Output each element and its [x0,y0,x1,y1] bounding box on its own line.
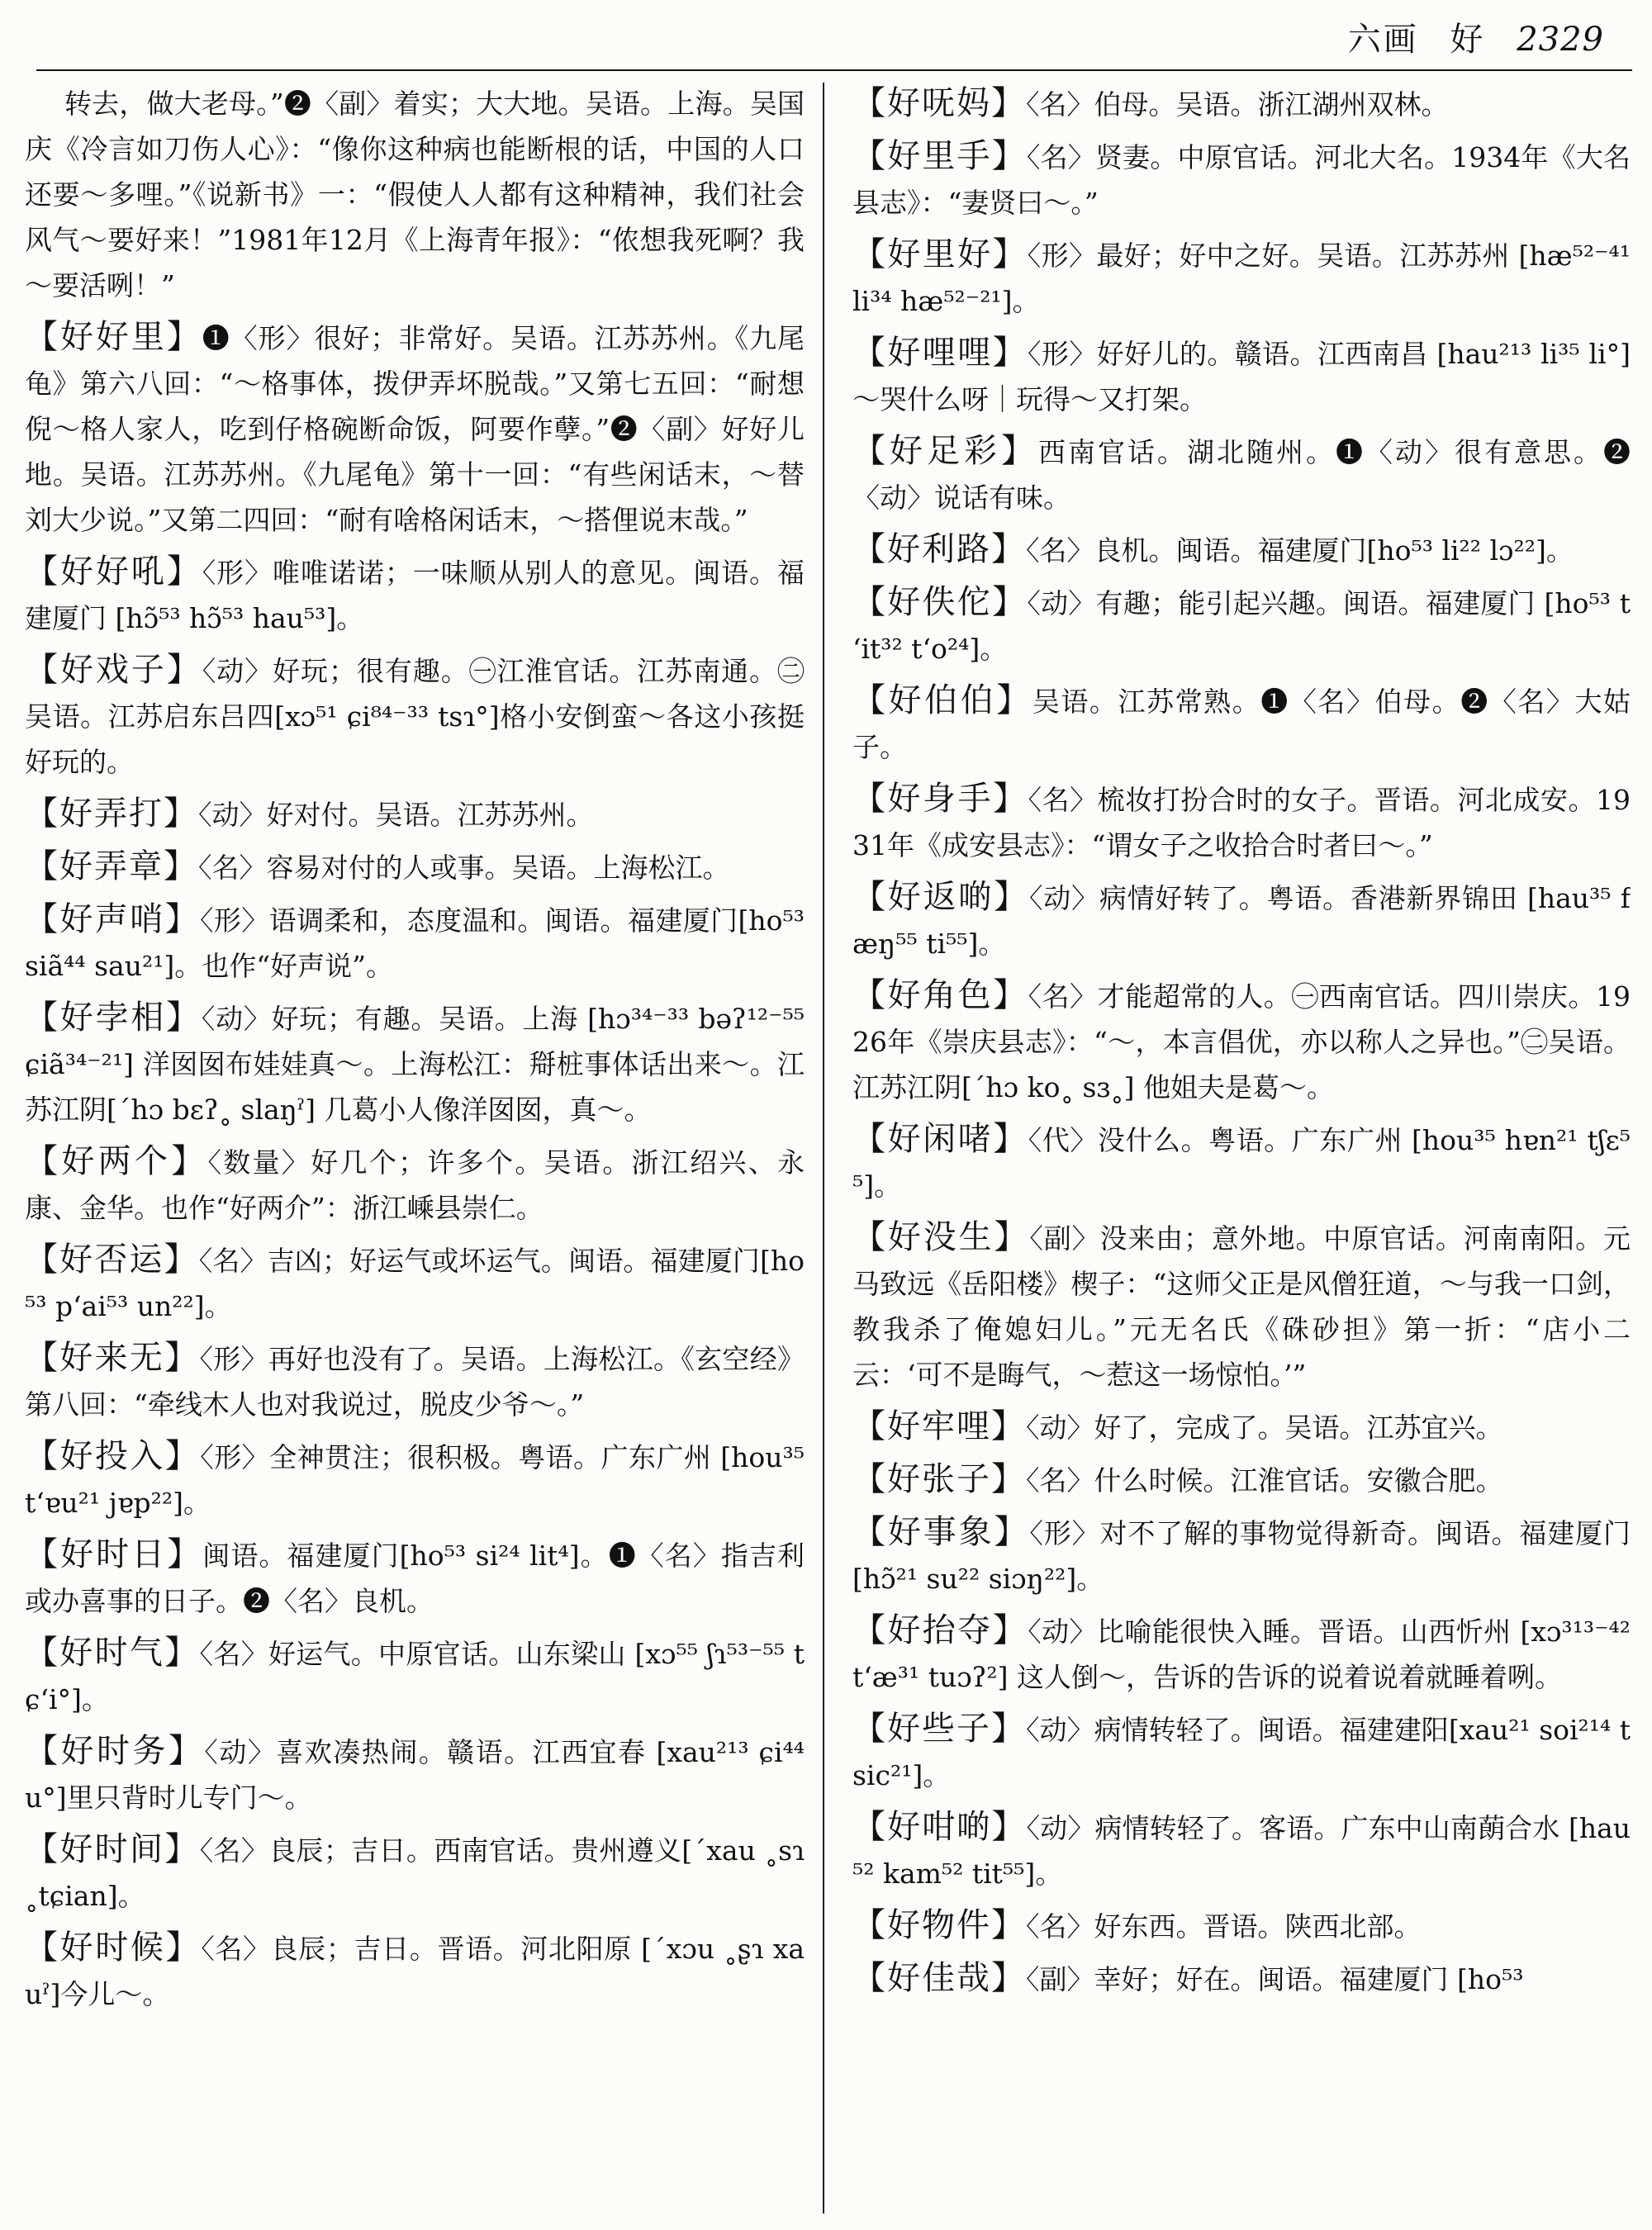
entry-headword: 【 好事象 】 [852,1513,1029,1551]
entry-headword: 【 好利路 】 [852,530,1026,568]
entry-definition: 〈形〉语调柔和，态度温和。闽语。福建厦门[ho⁵³ siã⁴⁴ sau²¹]。也作“好声说”。 [25,904,805,982]
entry-definition: 西南官话。湖北随州。❶〈动〉很有意思。❷〈动〉说话有味。 [852,436,1631,514]
header-rule [36,69,1632,71]
entry-definition: 〈名〉容易对付的人或事。吴语。上海松江。 [198,852,730,884]
dictionary-entry [852,1215,1631,1397]
entry-headword: 【 好时日 】 [25,1535,202,1573]
dictionary-entry [852,580,1631,671]
entry-headword: 【 好没生 】 [852,1218,1029,1256]
entry-definition: 〈名〉良辰；吉日。西南官话。贵州遵义[ˊxau ˳sɿ ˳tɕian]。 [25,1834,805,1912]
entry-definition: 〈名〉伯母。吴语。浙江湖州双林。 [1026,88,1449,121]
entry-headword: 【 好里好 】 [852,235,1028,273]
dictionary-entry [852,1117,1631,1208]
entry-headword: 【 好咁啲 】 [852,1808,1027,1846]
entry-headword: 【 好张子 】 [852,1460,1026,1498]
right-column [852,81,1631,2220]
entry-headword: 【 好来无 】 [25,1339,199,1377]
entry-headword: 【 好戏子 】 [25,651,202,689]
entry-definition: 〈形〉全神贯注；很积极。粤语。广东广州 [hou³⁵ tʻɐu²¹ jɐp²²]。 [25,1441,805,1519]
entry-definition: 〈形〉好好儿的。赣语。江西南昌 [hau²¹³ li³⁵ li°]～哭什么呀｜玩得～又打架。 [852,338,1631,415]
dictionary-entry [852,134,1631,225]
entry-headword: 【 好些子 】 [852,1710,1026,1748]
entry-definition: 〈名〉贤妻。中原官话。河北大名。1934年《大名县志》：“妻贤曰～。” [852,141,1631,219]
entry-headword: 【 好身手 】 [852,780,1028,818]
entry-definition: 〈动〉病情转轻了。闽语。福建建阳[xau²¹ soi²¹⁴ tsic²¹]。 [852,1714,1631,1791]
dictionary-entry [852,973,1631,1110]
section-label: 六画 [1347,21,1419,59]
page-number: 2329 [1517,21,1604,59]
entry-definition: 〈动〉有趣；能引起兴趣。闽语。福建厦门 [ho⁵³ tʻit³² tʻo²⁴]。 [852,587,1631,665]
dictionary-entry [852,1903,1631,1949]
entry-definition: 〈名〉好运气。中原官话。山东梁山 [xɔ⁵⁵ ʃɿ⁵³⁻⁵⁵ tɕʻi°]。 [25,1638,805,1715]
entry-headword: 【 好弄章 】 [25,847,198,885]
dictionary-entry [25,1336,805,1427]
entry-definition: 〈形〉最好；好中之好。吴语。江苏苏州 [hæ⁵²⁻⁴¹ li³⁴ hæ⁵²⁻²¹]。 [852,240,1631,317]
dictionary-entry [852,232,1631,324]
dictionary-entry [25,791,805,837]
entry-definition: 〈动〉喜欢凑热闹。赣语。江西宜春 [xau²¹³ ɕi⁴⁴ u°]里只背时儿专门～。 [25,1736,805,1814]
dictionary-entry [25,844,805,890]
entry-headword: 【 好足彩 】 [852,432,1038,470]
entry-definition: 〈副〉没来由；意外地。中原官话。河南南阳。元马致远《岳阳楼》楔子：“这师父正是风僧狂道，～与我一口剑，教我杀了俺媳妇儿。”元无名氏《硃砂担》第一折：“店小二云：‘可不是晦气，～惹这一场惊怕。’” [852,1222,1631,1391]
dictionary-entry [852,1510,1631,1601]
page-header [0,0,1652,71]
head-character: 好 [1450,21,1486,59]
entry-headword: 【 好时间 】 [25,1830,200,1868]
running-head [1330,20,1604,59]
dictionary-entry [852,1805,1631,1896]
entry-definition: 〈动〉好玩；有趣。吴语。上海 [hɔ³⁴⁻³³ bəʔ¹²⁻⁵⁵ ɕiã³⁴⁻²¹] 洋囡囡布娃娃真～。上海松江：搿桩事体话出来～。江苏江阴[ˊhɔ bɛʔ˳ slaŋˀ] 几葛小人像洋囡囡，真～。 [25,1003,805,1126]
entry-definition: 〈形〉对不了解的事物觉得新奇。闽语。福建厦门 [hɔ̃²¹ su²² siɔŋ²²]。 [852,1517,1631,1595]
entry-headword: 【 好抬夺 】 [852,1611,1028,1649]
dictionary-entry [25,897,805,989]
entry-headword: 【 好声哨 】 [25,900,200,938]
entry-definition: 闽语。福建厦门[ho⁵³ si²⁴ lit⁴]。❶〈名〉指吉利或办喜事的日子。❷〈名〉良机。 [25,1540,805,1617]
entry-definition: 〈名〉好东西。晋语。陕西北部。 [1026,1910,1422,1943]
entry-headword: 【 好投入 】 [25,1437,200,1475]
entry-definition: 〈副〉幸好；好在。闽语。福建厦门 [ho⁵³ [1026,1963,1524,1995]
entry-definition: 〈名〉良机。闽语。福建厦门[ho⁵³ li²² lɔ²²]。 [1026,534,1574,567]
entry-definition: 〈名〉才能超常的人。㊀西南官话。四川崇庆。1926年《崇庆县志》：“～，本言倡优，亦以称人之异也。”㊁吴语。江苏江阴[ˊhɔ ko˳ sɜ˳] 他姐夫是葛～。 [852,980,1631,1103]
dictionary-entry [25,81,805,308]
entry-definition: 〈动〉好对付。吴语。江苏苏州。 [198,799,594,831]
dictionary-entry [25,1237,805,1329]
dictionary-entry [25,1925,805,2017]
entry-definition: 〈动〉好玩；很有趣。㊀江淮官话。江苏南通。㊁吴语。江苏启东吕四[xɔ⁵¹ ɕi⁸⁴⁻³³ tsɿ°]格小安倒蛮～各这小孩挺好玩的。 [25,655,805,778]
entry-definition: 〈形〉再好也没有了。吴语。上海松江。《玄空经》第八回：“牵线木人也对我说过，脱皮少爷～。” [25,1343,805,1421]
entry-headword: 【 好哩哩 】 [852,334,1028,372]
dictionary-entry [852,776,1631,868]
dictionary-entry [852,81,1631,127]
dictionary-entry [25,1827,805,1919]
entry-headword: 【 好孛相 】 [25,999,202,1037]
entry-headword: 【 好里手 】 [852,137,1027,175]
entry-definition: 〈代〉没什么。粤语。广东广州 [hou³⁵ hɐn²¹ tʃɛ⁵⁵]。 [852,1124,1631,1202]
dictionary-entry [25,1630,805,1722]
entry-definition: 〈数量〉好几个；许多个。吴语。浙江绍兴、永康、金华。也作“好两介”：浙江嵊县崇仁。 [25,1146,805,1224]
dictionary-entry [852,330,1631,422]
dictionary-entry [852,875,1631,966]
entry-headword: 【 好呒妈 】 [852,84,1026,122]
entry-headword: 【 好时候 】 [25,1929,201,1967]
dictionary-entry [852,1956,1631,2002]
entry-headword: 【 好时气 】 [25,1634,199,1672]
dictionary-entry [852,678,1631,770]
entry-headword: 【 好佳哉 】 [852,1959,1026,1997]
entry-definition: 〈名〉良辰；吉日。晋语。河北阳原 [ˊxɔu ˳ʂɿ xauˀ]今儿～。 [25,1933,805,2010]
entry-definition: 〈形〉唯唯诺诺；一味顺从别人的意见。闽语。福建厦门 [hɔ̃⁵³ hɔ̃⁵³ hau⁵³]。 [25,557,805,634]
dictionary-entry [25,315,805,543]
entry-definition: 〈名〉梳妆打扮合时的女子。晋语。河北成安。1931年《成安县志》：“谓女子之收拾合时者曰～。” [852,784,1631,861]
entry-definition: 〈动〉病情好转了。粤语。香港新界锦田 [hau³⁵ fæŋ⁵⁵ ti⁵⁵]。 [852,882,1631,960]
dictionary-entry [25,995,805,1132]
entry-headword: 【 好闲啫 】 [852,1120,1028,1158]
dictionary-entry [25,648,805,785]
entry-definition: 〈动〉病情转轻了。客语。广东中山南蓢合水 [hau⁵² kam⁵² tit⁵⁵]。 [852,1812,1631,1890]
entry-definition: 〈动〉好了，完成了。吴语。江苏宜兴。 [1026,1412,1503,1444]
dictionary-entry [852,429,1631,520]
entry-definition: 〈名〉吉凶；好运气或坏运气。闽语。福建厦门[ho⁵³ pʻai⁵³ un²²]。 [25,1245,805,1322]
entry-definition: 〈动〉比喻能很快入睡。晋语。山西忻州 [xɔ³¹³⁻⁴² tʻæ³¹ tuɔʔ²] 这人倒～，告诉的告诉的说着说着就睡着咧。 [852,1616,1631,1693]
entry-definition: 转去，做大老母。”❷〈副〉着实；大大地。吴语。上海。吴国庆《冷言如刀伤人心》：“像你这种病也能断根的话，中国的人口还要～多哩。”《说新书》一：“假使人人都有这种精神，我们社会风气～要好来！”1981年12月《上海青年报》：“侬想我死啊？我～要活咧！” [25,88,805,301]
column-divider [823,83,824,2213]
entry-headword: 【 好佚佗 】 [852,583,1027,621]
entry-headword: 【 好角色 】 [852,976,1028,1014]
entry-headword: 【 好伯伯 】 [852,681,1032,719]
dictionary-entry [25,1532,805,1624]
entry-definition: 〈名〉什么时候。江淮官话。安徽合肥。 [1026,1464,1503,1497]
dictionary-entry [25,1139,805,1231]
entry-headword: 【 好好里 】 [25,318,202,356]
dictionary-entry [852,527,1631,573]
dictionary-entry [25,1729,805,1820]
entry-definition: 吴语。江苏常熟。❶〈名〉伯母。❷〈名〉大姑子。 [852,686,1631,763]
dictionary-entry [25,1434,805,1525]
left-column [25,81,805,2220]
entry-headword: 【 好两个 】 [25,1142,208,1180]
entry-definition: ❶〈形〉很好；非常好。吴语。江苏苏州。《九尾龟》第六八回：“～格事体，拨伊弄坏脱哉。”又第七五回：“耐想倪～格人家人，吃到仔格碗断命饭，阿要作孽。”❷〈副〉好好儿地。吴语。江苏苏州。《九尾龟》第十一回：“有些闲话末，～替刘大少说。”又第二四回：“耐有啥格闲话末，～搭俚说末哉。” [25,322,805,536]
entry-headword: 【 好弄打 】 [25,795,198,833]
dictionary-entry [852,1404,1631,1450]
entry-headword: 【 好物件 】 [852,1906,1026,1944]
entry-headword: 【 好时务 】 [25,1732,204,1770]
dictionary-entry [852,1706,1631,1798]
dictionary-entry [25,549,805,641]
entry-headword: 【 好否运 】 [25,1241,199,1279]
entry-headword: 【 好返啲 】 [852,878,1029,916]
dictionary-entry [852,1608,1631,1700]
entry-headword: 【 好牢哩 】 [852,1407,1026,1445]
dictionary-entry [852,1457,1631,1503]
entry-headword: 【 好好吼 】 [25,553,202,591]
